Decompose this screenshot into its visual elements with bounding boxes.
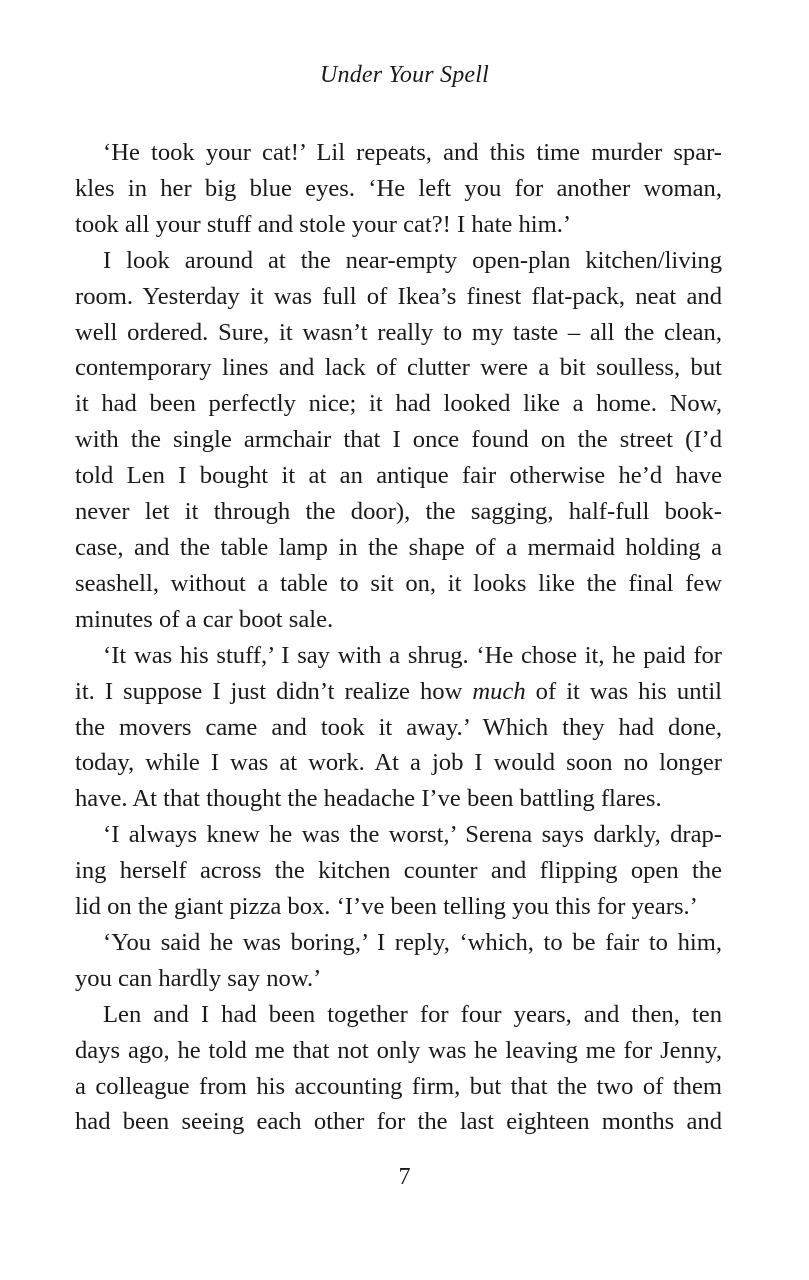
paragraph-5 <box>75 925 722 997</box>
text-line: told Len I bought it at an antique fair otherwise he’d have <box>75 462 722 490</box>
paragraph-4 <box>75 817 722 925</box>
paragraph-1 <box>75 135 722 243</box>
text-segment: of it was his until <box>525 677 722 705</box>
text-line: lid on the giant pizza box. ‘I’ve been telling you this for years.’ <box>75 893 698 921</box>
text-line: seashell, without a table to sit on, it looks like the final few <box>75 569 722 597</box>
text-line: have. At that thought the headache I’ve been battling flares. <box>75 785 662 813</box>
paragraph-2 <box>75 243 722 638</box>
text-line: today, while I was at work. At a job I would soon no longer <box>75 749 722 777</box>
page-number: 7 <box>398 1164 411 1190</box>
emphasized-word: much <box>472 677 526 705</box>
paragraph-3 <box>75 638 722 818</box>
text-line: case, and the table lamp in the shape of a mermaid holding a <box>75 533 722 561</box>
text-line: I look around at the near-empty open-plan kitchen/living <box>103 246 722 274</box>
text-line: the movers came and took it away.’ Which they had done, <box>75 713 722 741</box>
text-line: ‘He took your cat!’ Lil repeats, and this time murder spar- <box>103 139 722 166</box>
running-head: Under Your Spell <box>320 62 489 88</box>
text-line: a colleague from his accounting firm, but that the two of them <box>75 1072 722 1100</box>
text-line-with-emphasis <box>75 674 722 710</box>
text-line: never let it through the door), the sagging, half-full book- <box>75 498 722 526</box>
text-line: it had been perfectly nice; it had looked like a home. Now, <box>75 390 722 418</box>
body-text <box>75 135 722 1140</box>
paragraph-6 <box>75 997 722 1141</box>
text-line: ing herself across the kitchen counter and flipping open the <box>75 857 722 885</box>
text-segment: it. I suppose I just didn’t realize how <box>75 677 473 705</box>
text-line: ‘It was his stuff,’ I say with a shrug. ‘He chose it, he paid for <box>103 641 722 669</box>
text-line: room. Yesterday it was full of Ikea’s finest flat-pack, neat and <box>75 282 722 310</box>
text-line: ‘I always knew he was the worst,’ Serena says darkly, drap- <box>103 821 722 849</box>
text-line: contemporary lines and lack of clutter were a bit soulless, but <box>75 354 722 382</box>
text-line: ‘You said he was boring,’ I reply, ‘which, to be fair to him, <box>103 928 722 956</box>
text-line: days ago, he told me that not only was he leaving me for Jenny, <box>75 1036 722 1064</box>
text-line: Len and I had been together for four years, and then, ten <box>103 1000 722 1028</box>
text-line: minutes of a car boot sale. <box>75 605 334 633</box>
text-line: kles in her big blue eyes. ‘He left you for another woman, <box>75 174 722 202</box>
text-line: had been seeing each other for the last eighteen months and <box>75 1108 722 1136</box>
text-line: took all your stuff and stole your cat?! I hate him.’ <box>75 210 572 238</box>
text-line: you can hardly say now.’ <box>75 964 322 992</box>
text-line: well ordered. Sure, it wasn’t really to my taste – all the clean, <box>75 318 722 346</box>
text-line: with the single armchair that I once found on the street (I’d <box>75 426 722 454</box>
